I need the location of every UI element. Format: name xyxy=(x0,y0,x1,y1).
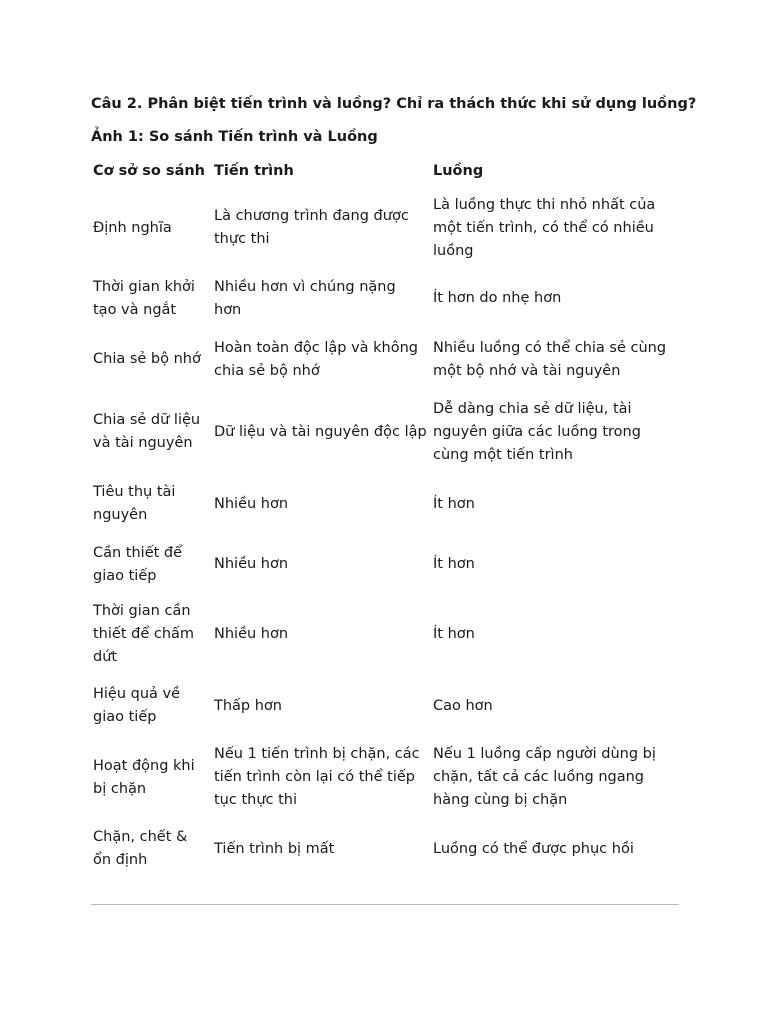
process-cell: Nhiều hơn xyxy=(214,626,289,642)
thread-cell: Ít hơn xyxy=(433,556,475,572)
process-cell: Nhiều hơn xyxy=(214,556,289,572)
table-row xyxy=(91,676,679,736)
thread-cell: Ít hơn xyxy=(433,495,475,512)
criteria-cell: Cần thiết để giao tiếp xyxy=(93,544,183,584)
table-caption: Ảnh 1: So sánh Tiến trình và Luồng xyxy=(91,129,378,145)
thread-cell: Ít hơn do nhẹ hơn xyxy=(433,290,562,306)
process-cell: Hoàn toàn độc lập và không chia sẻ bộ nhớ xyxy=(214,339,419,379)
table-row xyxy=(91,392,679,472)
process-cell: Nhiều hơn xyxy=(214,495,289,512)
horizontal-divider xyxy=(91,904,679,905)
criteria-cell: Thời gian khởi tạo và ngắt xyxy=(93,278,195,318)
thread-cell: Là luồng thực thi nhỏ nhất của một tiến trình, có thể có nhiều luồng xyxy=(433,196,656,259)
question-heading: Câu 2. Phân biệt tiến trình và luồng? Chỉ ra thách thức khi sử dụng luồng? xyxy=(91,96,697,112)
thread-cell: Dễ dàng chia sẻ dữ liệu, tài nguyên giữa các luồng trong cùng một tiến trình xyxy=(433,400,641,463)
criteria-cell: Định nghĩa xyxy=(93,219,172,236)
process-cell: Là chương trình đang được thực thi xyxy=(214,208,409,247)
process-cell: Thấp hơn xyxy=(214,697,282,714)
criteria-cell: Chia sẻ bộ nhớ xyxy=(93,351,201,367)
table-row xyxy=(91,819,679,879)
table-row xyxy=(91,186,679,270)
thread-cell: Cao hơn xyxy=(433,697,493,714)
table-row xyxy=(91,593,679,676)
criteria-cell: Chặn, chết & ổn định xyxy=(93,829,188,868)
criteria-cell: Thời gian cần thiết để chấm dứt xyxy=(93,603,195,665)
thread-cell: Ít hơn xyxy=(433,626,475,642)
table-row xyxy=(91,327,679,392)
table-header-row xyxy=(91,157,679,186)
table-row xyxy=(91,536,679,593)
criteria-cell: Tiêu thụ tài nguyên xyxy=(93,484,176,523)
criteria-cell: Hiệu quả về giao tiếp xyxy=(93,686,181,725)
table-row xyxy=(91,472,679,536)
process-cell: Nếu 1 tiến trình bị chặn, các tiến trình còn lại có thể tiếp tục thực thi xyxy=(214,746,420,808)
thread-cell: Nhiều luồng có thể chia sẻ cùng một bộ nhớ và tài nguyên xyxy=(433,339,667,379)
table-row xyxy=(91,270,679,327)
thread-cell: Luồng có thể được phục hồi xyxy=(433,840,634,857)
criteria-cell: Chia sẻ dữ liệu và tài nguyên xyxy=(93,412,201,451)
criteria-cell: Hoạt động khi bị chặn xyxy=(93,757,195,797)
process-cell: Dữ liệu và tài nguyên độc lập xyxy=(214,423,427,440)
process-cell: Tiến trình bị mất xyxy=(214,840,335,857)
header-criteria: Cơ sở so sánh xyxy=(93,163,205,179)
comparison-table xyxy=(91,157,679,879)
process-cell: Nhiều hơn vì chúng nặng hơn xyxy=(214,278,396,318)
header-process: Tiến trình xyxy=(214,163,294,179)
thread-cell: Nếu 1 luồng cấp người dùng bị chặn, tất cả các luồng ngang hàng cùng bị chặn xyxy=(433,746,656,808)
header-thread: Luồng xyxy=(433,163,484,179)
table-row xyxy=(91,736,679,819)
